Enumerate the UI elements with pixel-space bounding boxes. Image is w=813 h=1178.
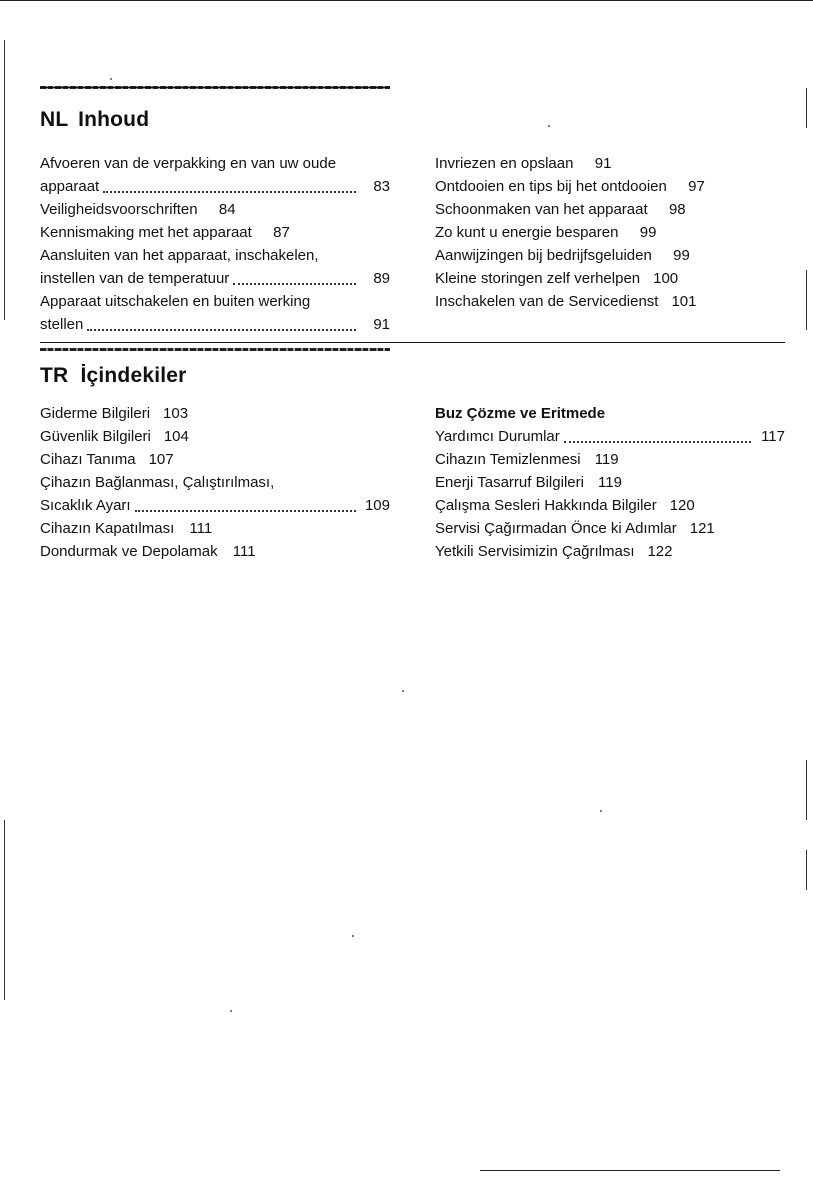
toc-page-number: 83 (373, 178, 390, 195)
toc-page-number: 121 (689, 520, 715, 537)
toc-page-number: 111 (232, 543, 256, 560)
toc-entry (40, 517, 390, 540)
toc-column-right (435, 152, 785, 313)
dot-leader (103, 190, 356, 193)
toc-entry-title: Sıcaklık Ayarı (40, 497, 131, 514)
toc-entry (435, 402, 785, 448)
toc-entry-row (40, 494, 390, 517)
dot-leader (564, 440, 751, 443)
toc-page-number: 119 (594, 451, 619, 468)
toc-entry (435, 448, 785, 471)
toc-entry-row (435, 494, 695, 517)
toc-entry-row (40, 540, 256, 563)
toc-page-number: 117 (761, 428, 785, 445)
toc-entry (435, 244, 785, 267)
toc-entry-row (435, 244, 690, 267)
toc-entry (435, 494, 785, 517)
toc-entry-title: Zo kunt u energie besparen (435, 224, 619, 241)
toc-entry-row (435, 175, 705, 198)
toc-entry-row (435, 290, 696, 313)
toc-page-number: 104 (163, 428, 189, 445)
toc-page-number: 84 (218, 201, 236, 218)
scan-right-edge (806, 760, 807, 820)
toc-column-right (435, 402, 785, 563)
toc-page-number: 98 (668, 201, 686, 218)
toc-page-number: 122 (647, 543, 673, 560)
toc-entry-row (435, 198, 686, 221)
scan-bottom-rule (480, 1170, 780, 1171)
toc-entry (40, 290, 390, 336)
toc-entry-title: Ontdooien en tips bij het ontdooien (435, 178, 667, 195)
toc-entry-title: Buz Çözme ve Eritmede (435, 405, 606, 422)
scan-speck (110, 78, 112, 80)
toc-column-left (40, 402, 390, 563)
toc-entry-title: Kleine storingen zelf verhelpen (435, 270, 641, 287)
toc-entry-title: Aanwijzingen bij bedrijfsgeluiden (435, 247, 652, 264)
toc-page-number: 89 (373, 270, 390, 287)
toc-entry-row (435, 471, 622, 494)
toc-entry-row (435, 448, 619, 471)
toc-page-number: 97 (688, 178, 705, 195)
section-title (40, 108, 149, 132)
scan-top-rule (0, 0, 813, 1)
toc-entry (40, 152, 390, 198)
toc-entry-row (435, 517, 715, 540)
toc-entry-row (40, 517, 212, 540)
scan-left-edge (4, 40, 5, 320)
section-title (40, 364, 187, 388)
toc-entry-row (40, 221, 290, 244)
section-heading: Inhoud (78, 108, 150, 131)
scan-speck (352, 935, 354, 937)
toc-page-number: 101 (671, 293, 697, 310)
toc-entry (435, 175, 785, 198)
toc-entry-title: Dondurmak ve Depolamak (40, 543, 218, 560)
toc-entry-title: Schoonmaken van het apparaat (435, 201, 648, 218)
toc-entry (435, 152, 785, 175)
dot-leader (233, 282, 356, 285)
toc-entry-title: Servisi Çağırmadan Önce ki Adımlar (435, 520, 677, 537)
scan-right-edge (806, 270, 807, 330)
toc-entry (435, 471, 785, 494)
toc-entry-row (40, 198, 236, 221)
toc-page-number: 103 (163, 405, 189, 422)
toc-page-number: 91 (594, 155, 612, 172)
toc-section-nl (40, 86, 785, 346)
toc-entry-title: Veiligheidsvoorschriften (40, 201, 198, 218)
toc-page-number: 99 (639, 224, 657, 241)
toc-page-number: 109 (364, 497, 390, 514)
toc-entry (435, 290, 785, 313)
toc-entry-title: instellen van de temperatuur (40, 270, 230, 287)
toc-entry (435, 221, 785, 244)
toc-page-number: 91 (373, 316, 390, 333)
toc-entry (40, 540, 390, 563)
section-language-code: NL (40, 108, 69, 131)
toc-entry-row (40, 313, 390, 336)
toc-entry-title: Enerji Tasarruf Bilgileri (435, 474, 584, 491)
toc-entry-title: Cihazın Kapatılması (40, 520, 175, 537)
toc-entry-title: Yardımcı Durumlar (435, 428, 560, 445)
toc-entry (40, 425, 390, 448)
toc-entry-title: Yetkili Servisimizin Çağrılması (435, 543, 635, 560)
toc-entry-row (40, 175, 390, 198)
toc-page-number: 100 (653, 270, 679, 287)
toc-entry (40, 448, 390, 471)
scan-speck (230, 1010, 232, 1012)
toc-page-number: 119 (598, 474, 622, 491)
scan-speck (600, 810, 602, 812)
toc-entry-row (435, 425, 785, 448)
toc-entry-title: apparaat (40, 178, 100, 195)
toc-entry-title: Güvenlik Bilgileri (40, 428, 151, 445)
scan-speck (402, 690, 404, 692)
toc-entry (435, 540, 785, 563)
toc-entry-title: stellen (40, 316, 84, 333)
toc-section-tr (40, 342, 785, 582)
toc-page-number: 107 (148, 451, 174, 468)
section-language-code: TR (40, 364, 69, 387)
toc-entry-row (40, 267, 390, 290)
section-header-bar (40, 348, 390, 351)
dot-leader (87, 328, 356, 331)
toc-entry-title: Giderme Bilgileri (40, 405, 151, 422)
toc-entry (435, 198, 785, 221)
toc-entry-title: Kennismaking met het apparaat (40, 224, 252, 241)
toc-entry (40, 221, 390, 244)
toc-entry-title: Apparaat uitschakelen en buiten werking (40, 293, 311, 310)
scan-left-edge (4, 820, 5, 1000)
toc-page-number: 111 (189, 520, 213, 537)
toc-entry (40, 402, 390, 425)
section-heading: İçindekiler (80, 364, 187, 387)
toc-entry (435, 267, 785, 290)
section-header-rule (40, 342, 785, 343)
toc-entry (40, 471, 390, 517)
toc-page-number: 99 (673, 247, 690, 264)
toc-entry-title: Çalışma Sesleri Hakkında Bilgiler (435, 497, 657, 514)
toc-entry-row (435, 221, 656, 244)
toc-entry-row (435, 267, 678, 290)
toc-entry-row (435, 540, 673, 563)
toc-entry (435, 517, 785, 540)
toc-entry-title: Aansluiten van het apparaat, inschakelen, (40, 247, 319, 264)
toc-entry-title: Inschakelen van de Servicedienst (435, 293, 659, 310)
section-header-rule (40, 87, 390, 88)
toc-entry (40, 198, 390, 221)
toc-page-number: 120 (669, 497, 695, 514)
toc-entry-title: Afvoeren van de verpakking en van uw oude (40, 155, 337, 172)
toc-entry-row (40, 425, 189, 448)
toc-entry-title: Invriezen en opslaan (435, 155, 574, 172)
toc-entry-row (40, 448, 174, 471)
toc-entry (40, 244, 390, 290)
toc-entry-title: Cihazın Temizlenmesi (435, 451, 581, 468)
scan-right-edge (806, 88, 807, 128)
scan-right-edge (806, 850, 807, 890)
toc-column-left (40, 152, 390, 336)
toc-entry-title: Çihazın Bağlanması, Çalıştırılması, (40, 474, 275, 491)
dot-leader (135, 509, 356, 512)
toc-page-number: 87 (273, 224, 290, 241)
toc-entry-title: Cihazı Tanıma (40, 451, 136, 468)
toc-entry-row (435, 152, 611, 175)
toc-entry-row (40, 402, 188, 425)
